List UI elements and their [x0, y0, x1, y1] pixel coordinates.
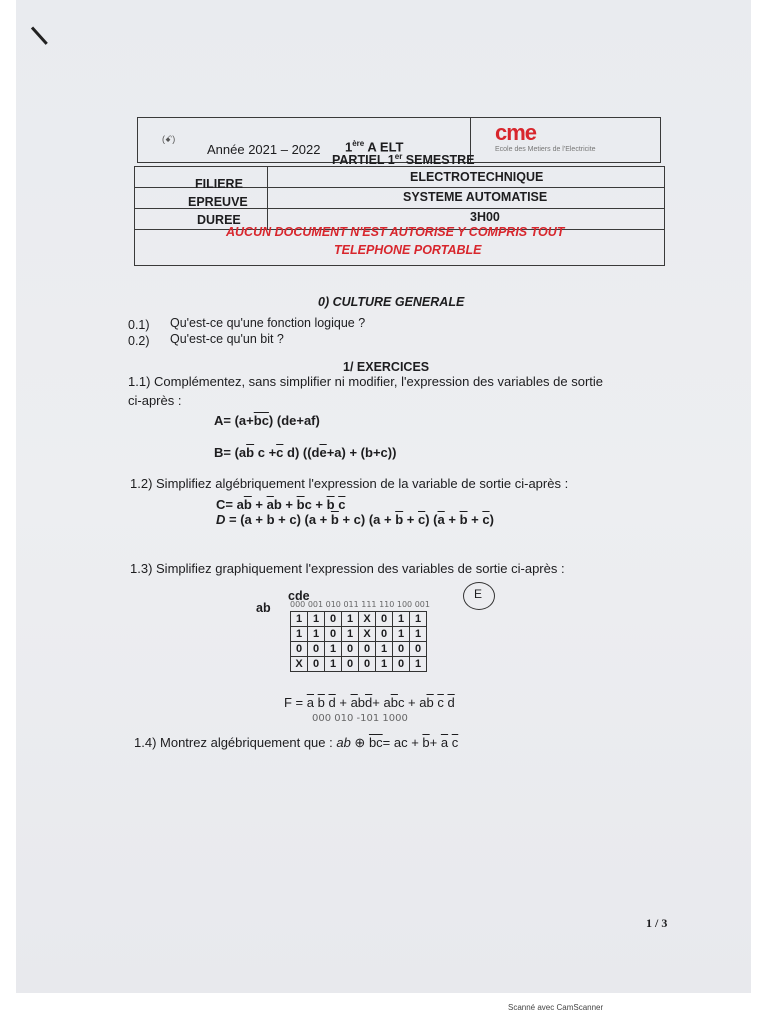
year-label: Année 2021 – 2022 [207, 142, 321, 157]
section1-title: 1/ EXERCICES [343, 360, 430, 374]
kmap-cell: 1 [325, 657, 342, 672]
kmap-cell: 1 [376, 657, 393, 672]
equation-b: $B= (a\overline{b}$ $c +\overline{c}$ d) $((d\overline{e}+a) + (b+c))$ [214, 445, 397, 460]
level-sup: ère [352, 139, 365, 148]
kmap-row [291, 627, 427, 642]
school-logo-icon: (ꗃ) [162, 134, 176, 144]
kmap-column-codes: 000 001 010 011 111 110 100 001 [290, 600, 430, 609]
kmap-cell: X [359, 627, 376, 642]
q02-number: 0.2) [128, 334, 150, 348]
q01-number: 0.1) [128, 318, 150, 332]
page-number: 1 / 3 [646, 916, 668, 930]
kmap-cell: 1 [393, 627, 410, 642]
kmap-cell: 1 [410, 612, 427, 627]
e-label: E [474, 587, 483, 601]
kmap-cell: 0 [359, 657, 376, 672]
kmap-cell: 1 [376, 642, 393, 657]
ex11-text-line2: ci-après : [128, 393, 182, 408]
kmap-cell: 0 [342, 642, 359, 657]
exam-title-prefix: PARTIEL 1 [332, 153, 395, 168]
exam-title-sup: er [394, 152, 403, 161]
kmap-cell: 1 [410, 657, 427, 672]
kmap-cell: 1 [410, 627, 427, 642]
kmap-cell: 1 [291, 612, 308, 627]
q02-text: Qu'est-ce qu'un bit ? [170, 332, 284, 346]
kmap-col-variable: cde [288, 589, 310, 603]
kmap-cell: 0 [359, 642, 376, 657]
kmap-cell: 0 [410, 642, 427, 657]
kmap-cell: 1 [308, 627, 325, 642]
equation-a: $A= (a+\overline{bc})$ (de+af) [214, 413, 320, 428]
kmap-cell: 1 [308, 612, 325, 627]
duree-value: 3H00 [470, 210, 500, 224]
equation-d: D = (a + b + c) $(a + \overline{b} + c)$ $(a + \overline{b} + \overline{c})$ $(\overline{a} + \overline{b} + \overline{c})$ [216, 512, 494, 527]
cme-logo: cme [495, 120, 537, 145]
equation-f: $F = \overline{a}$ $\overline{b}$ $\overline{d} + \overline{a}b\overline{d}+ a\overline{b}c + a\overline{b}$ $\overline{c}$ $\overline{d}$ [284, 695, 455, 710]
kmap-row [291, 612, 427, 627]
kmap-row [291, 657, 427, 672]
kmap-row [291, 642, 427, 657]
kmap-cell: 0 [393, 657, 410, 672]
warning-line-2: TELEPHONE PORTABLE [334, 243, 482, 257]
kmap-cell: 0 [393, 642, 410, 657]
kmap-cell: 1 [325, 642, 342, 657]
ex12-text: 1.2) Simplifiez algébriquement l'expression de la variable de sortie ci-après : [130, 476, 569, 491]
cme-logo-subtitle: Ecole des Metiers de l'Electricite [495, 146, 596, 153]
kmap-cell: 0 [325, 627, 342, 642]
ex14-text: 1.4) Montrez algébriquement que : ab ⊕ $\overline{bc}=$ ac + $\overline{b}+ \overline{a}$ $\overline{c}$ [134, 735, 459, 750]
scanner-footer: Scanné avec CamScanner [508, 1003, 604, 1012]
ex11-text-line1: 1.1) Complémentez, sans simplifier ni modifier, l'expression des variables de sortie [128, 374, 604, 389]
kmap-row-variable: ab [256, 601, 271, 615]
exam-title [332, 152, 475, 167]
level-num: 1 [345, 139, 353, 155]
filiere-value: ELECTROTECHNIQUE [410, 170, 544, 184]
kmap-cell: 0 [376, 612, 393, 627]
section0-title: 0) CULTURE GENERALE [318, 295, 465, 309]
karnaugh-map [290, 611, 427, 672]
info-table-col-divider [267, 166, 268, 229]
kmap-cell: 0 [325, 612, 342, 627]
kmap-cell: 1 [342, 627, 359, 642]
kmap-cell: 0 [308, 642, 325, 657]
f-label: F = [284, 695, 304, 710]
kmap-cell: 0 [291, 642, 308, 657]
epreuve-value: SYSTEME AUTOMATISE [403, 190, 548, 204]
kmap-cell: 0 [376, 627, 393, 642]
kmap-cell: 0 [342, 657, 359, 672]
warning-line-1: AUCUN DOCUMENT N'EST AUTORISE Y COMPRIS TOUT [226, 225, 565, 239]
kmap-cell: X [291, 657, 308, 672]
kmap-cell: 1 [342, 612, 359, 627]
kmap-cell: 0 [308, 657, 325, 672]
kmap-cell: 1 [393, 612, 410, 627]
ex13-text: 1.3) Simplifiez graphiquement l'expression des variables de sortie ci-après : [130, 561, 565, 576]
ex14-prefix: 1.4) Montrez algébriquement que : [134, 735, 337, 750]
handwritten-minterm-codes: 000 010 -101 1000 [312, 713, 408, 724]
kmap-cell: X [359, 612, 376, 627]
exam-title-suffix: SEMESTRE [402, 153, 475, 168]
epreuve-label: EPREUVE [188, 195, 248, 209]
kmap-cell: 1 [291, 627, 308, 642]
equation-c: $C= a\overline{b} + \overline{a}b + \overline{b}c + \overline{b}$ $\overline{c}$ [216, 497, 346, 512]
q01-text: Qu'est-ce qu'une fonction logique ? [170, 316, 366, 330]
filiere-label: FILIERE [195, 177, 243, 191]
duree-label: DUREE [197, 213, 241, 227]
level-class: A ELT [364, 139, 404, 155]
